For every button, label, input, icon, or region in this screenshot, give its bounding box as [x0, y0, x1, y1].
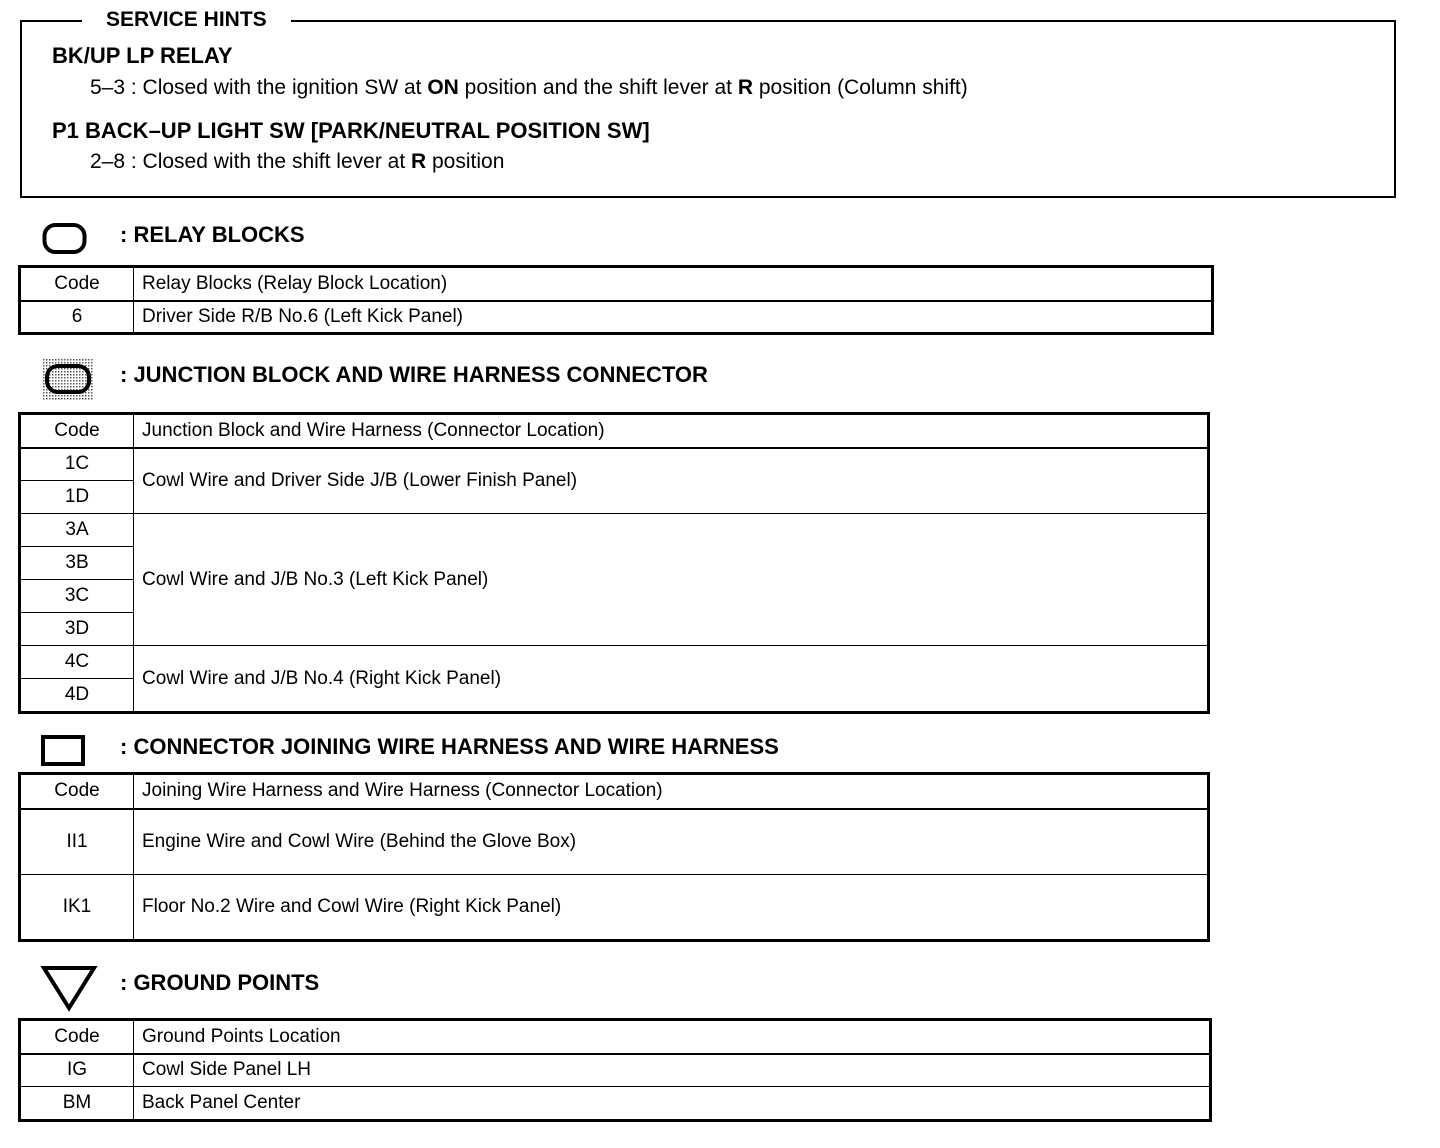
table-row — [21, 646, 1208, 679]
header-desc: Relay Blocks (Relay Block Location) — [134, 268, 1212, 301]
junction-blocks-title: : JUNCTION BLOCK AND WIRE HARNESS CONNECTOR — [120, 362, 708, 387]
row-code: 4D — [21, 679, 134, 712]
service-hints-legend: SERVICE HINTS — [82, 6, 291, 34]
table-row — [21, 301, 1212, 333]
hint-desc-bkup-lp-relay: 5–3 : Closed with the ignition SW at ON position and the shift lever at R position (Column shift) — [90, 76, 968, 99]
ground-points-title: : GROUND POINTS — [120, 970, 320, 995]
connectors-title: : CONNECTOR JOINING WIRE HARNESS AND WIRE HARNESS — [120, 734, 779, 759]
row-code: 3C — [21, 580, 134, 613]
row-code: IG — [21, 1054, 134, 1087]
header-desc: Junction Block and Wire Harness (Connector Location) — [134, 415, 1208, 448]
row-desc: Cowl Wire and Driver Side J/B (Lower Finish Panel) — [134, 448, 1208, 514]
rectangle-icon — [41, 734, 87, 768]
relay-blocks-title: : RELAY BLOCKS — [120, 222, 305, 247]
header-desc: Joining Wire Harness and Wire Harness (Connector Location) — [134, 775, 1208, 809]
row-desc: Back Panel Center — [134, 1087, 1210, 1120]
header-code: Code — [21, 775, 134, 809]
hint-title-backup-light-sw: P1 BACK–UP LIGHT SW [PARK/NEUTRAL POSITION SW] — [52, 118, 650, 143]
row-desc: Engine Wire and Cowl Wire (Behind the Glove Box) — [134, 809, 1208, 875]
table-header-row — [21, 415, 1208, 448]
relay-blocks-table — [20, 267, 1212, 333]
connectors-table — [20, 774, 1208, 940]
downward-triangle-icon — [40, 964, 98, 1014]
table-header-row — [21, 268, 1212, 301]
table-row — [21, 448, 1208, 481]
header-code: Code — [21, 268, 134, 301]
table-row — [21, 875, 1208, 940]
ground-points-table — [20, 1020, 1210, 1120]
table-row — [21, 1087, 1210, 1120]
row-desc: Driver Side R/B No.6 (Left Kick Panel) — [134, 301, 1212, 333]
table-row — [21, 809, 1208, 875]
row-code: 1C — [21, 448, 134, 481]
row-code: IK1 — [21, 875, 134, 940]
table-row — [21, 1054, 1210, 1087]
table-header-row — [21, 775, 1208, 809]
header-code: Code — [21, 1021, 134, 1054]
row-code: II1 — [21, 809, 134, 875]
rounded-rectangle-icon — [42, 222, 88, 256]
shaded-rounded-rectangle-icon — [40, 356, 98, 402]
row-desc: Floor No.2 Wire and Cowl Wire (Right Kick Panel) — [134, 875, 1208, 940]
hint-title-bkup-lp-relay: BK/UP LP RELAY — [52, 43, 233, 68]
row-desc: Cowl Wire and J/B No.4 (Right Kick Panel) — [134, 646, 1208, 712]
junction-blocks-table — [20, 414, 1208, 712]
row-desc: Cowl Wire and J/B No.3 (Left Kick Panel) — [134, 514, 1208, 646]
row-code: 4C — [21, 646, 134, 679]
row-code: 3A — [21, 514, 134, 547]
header-code: Code — [21, 415, 134, 448]
row-code: BM — [21, 1087, 134, 1120]
row-code: 3B — [21, 547, 134, 580]
row-desc: Cowl Side Panel LH — [134, 1054, 1210, 1087]
row-code: 3D — [21, 613, 134, 646]
hint-desc-backup-light-sw: 2–8 : Closed with the shift lever at R position — [90, 150, 505, 173]
row-code: 1D — [21, 481, 134, 514]
table-header-row — [21, 1021, 1210, 1054]
table-row — [21, 514, 1208, 547]
header-desc: Ground Points Location — [134, 1021, 1210, 1054]
row-code: 6 — [21, 301, 134, 333]
